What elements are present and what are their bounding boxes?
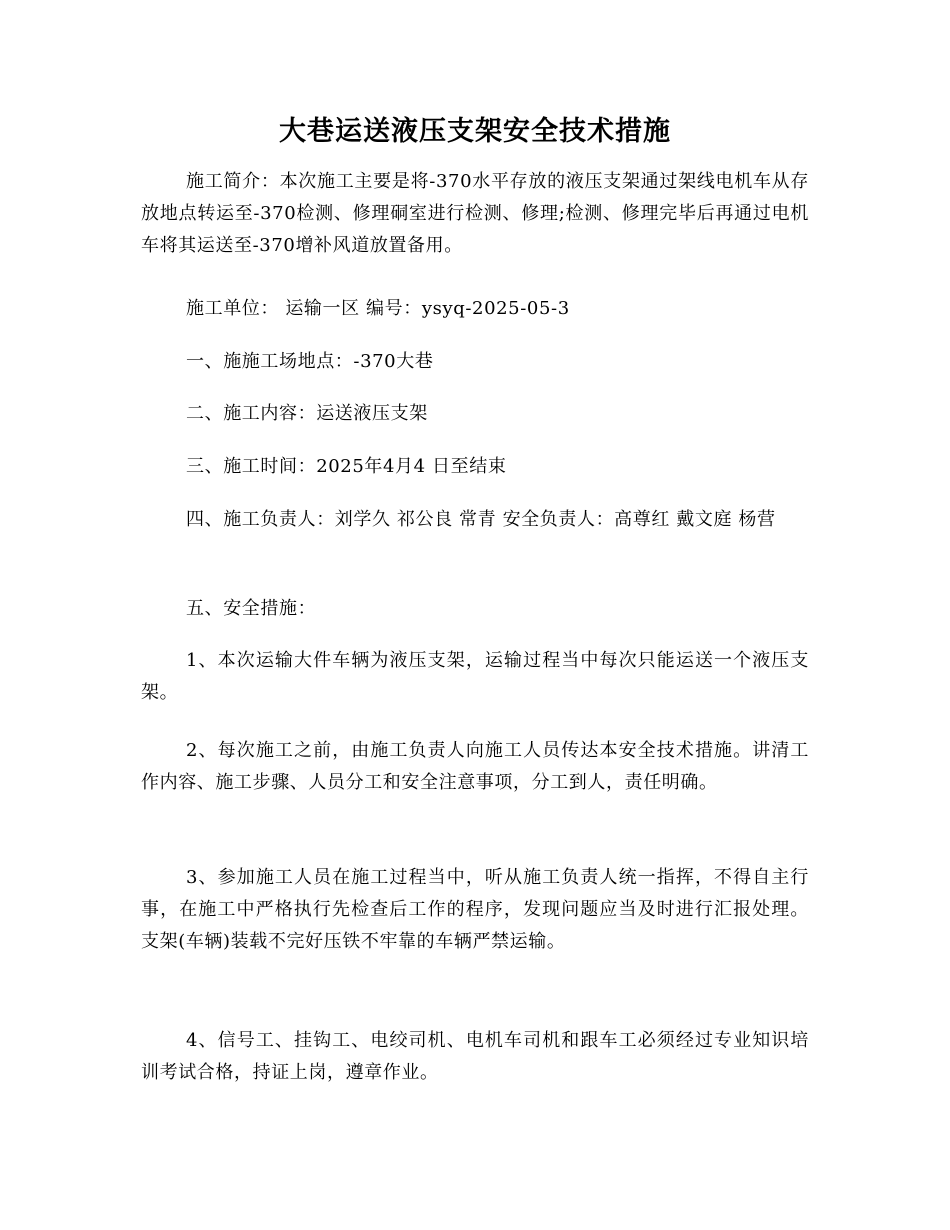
paragraph-intro: 施工简介：本次施工主要是将-370水平存放的液压支架通过架线电机车从存放地点转运至-370检测、修理硐室进行检测、修理;检测、修理完毕后再通过电机车将其运送至-370增补风道放置备用。 xyxy=(141,171,809,256)
paragraph-persons: 四、施工负责人：刘学久 祁公良 常青 安全负责人：高尊红 戴文庭 杨营 xyxy=(186,509,776,530)
paragraph-measure-2: 2、每次施工之前，由施工负责人向施工人员传达本安全技术措施。讲清工作内容、施工步骤、人员分工和安全注意事项，分工到人，责任明确。 xyxy=(141,740,809,793)
paragraph-measure-3: 3、参加施工人员在施工过程当中，听从施工负责人统一指挥，不得自主行事，在施工中严格执行先检查后工作的程序，发现问题应当及时进行汇报处理。支架(车辆)装载不完好压铁不牢靠的车辆严禁运输。 xyxy=(141,867,809,952)
paragraph-measure-1: 1、本次运输大件车辆为液压支架，运输过程当中每次只能运送一个液压支架。 xyxy=(141,650,809,703)
paragraph-safety-heading: 五、安全措施： xyxy=(186,598,317,619)
document-title: 大巷运送液压支架安全技术措施 xyxy=(279,116,671,147)
paragraph-content: 二、施工内容：运送液压支架 xyxy=(186,403,428,424)
paragraph-site: 一、施施工场地点：-370大巷 xyxy=(186,351,434,372)
paragraph-measure-4: 4、信号工、挂钩工、电绞司机、电机车司机和跟车工必须经过专业知识培训考试合格，持证上岗，遵章作业。 xyxy=(141,1030,809,1083)
paragraph-time: 三、施工时间：2025年4月4 日至结束 xyxy=(186,456,507,477)
paragraph-unit: 施工单位： 运输一区 编号：ysyq-2025-05-3 xyxy=(186,298,570,319)
